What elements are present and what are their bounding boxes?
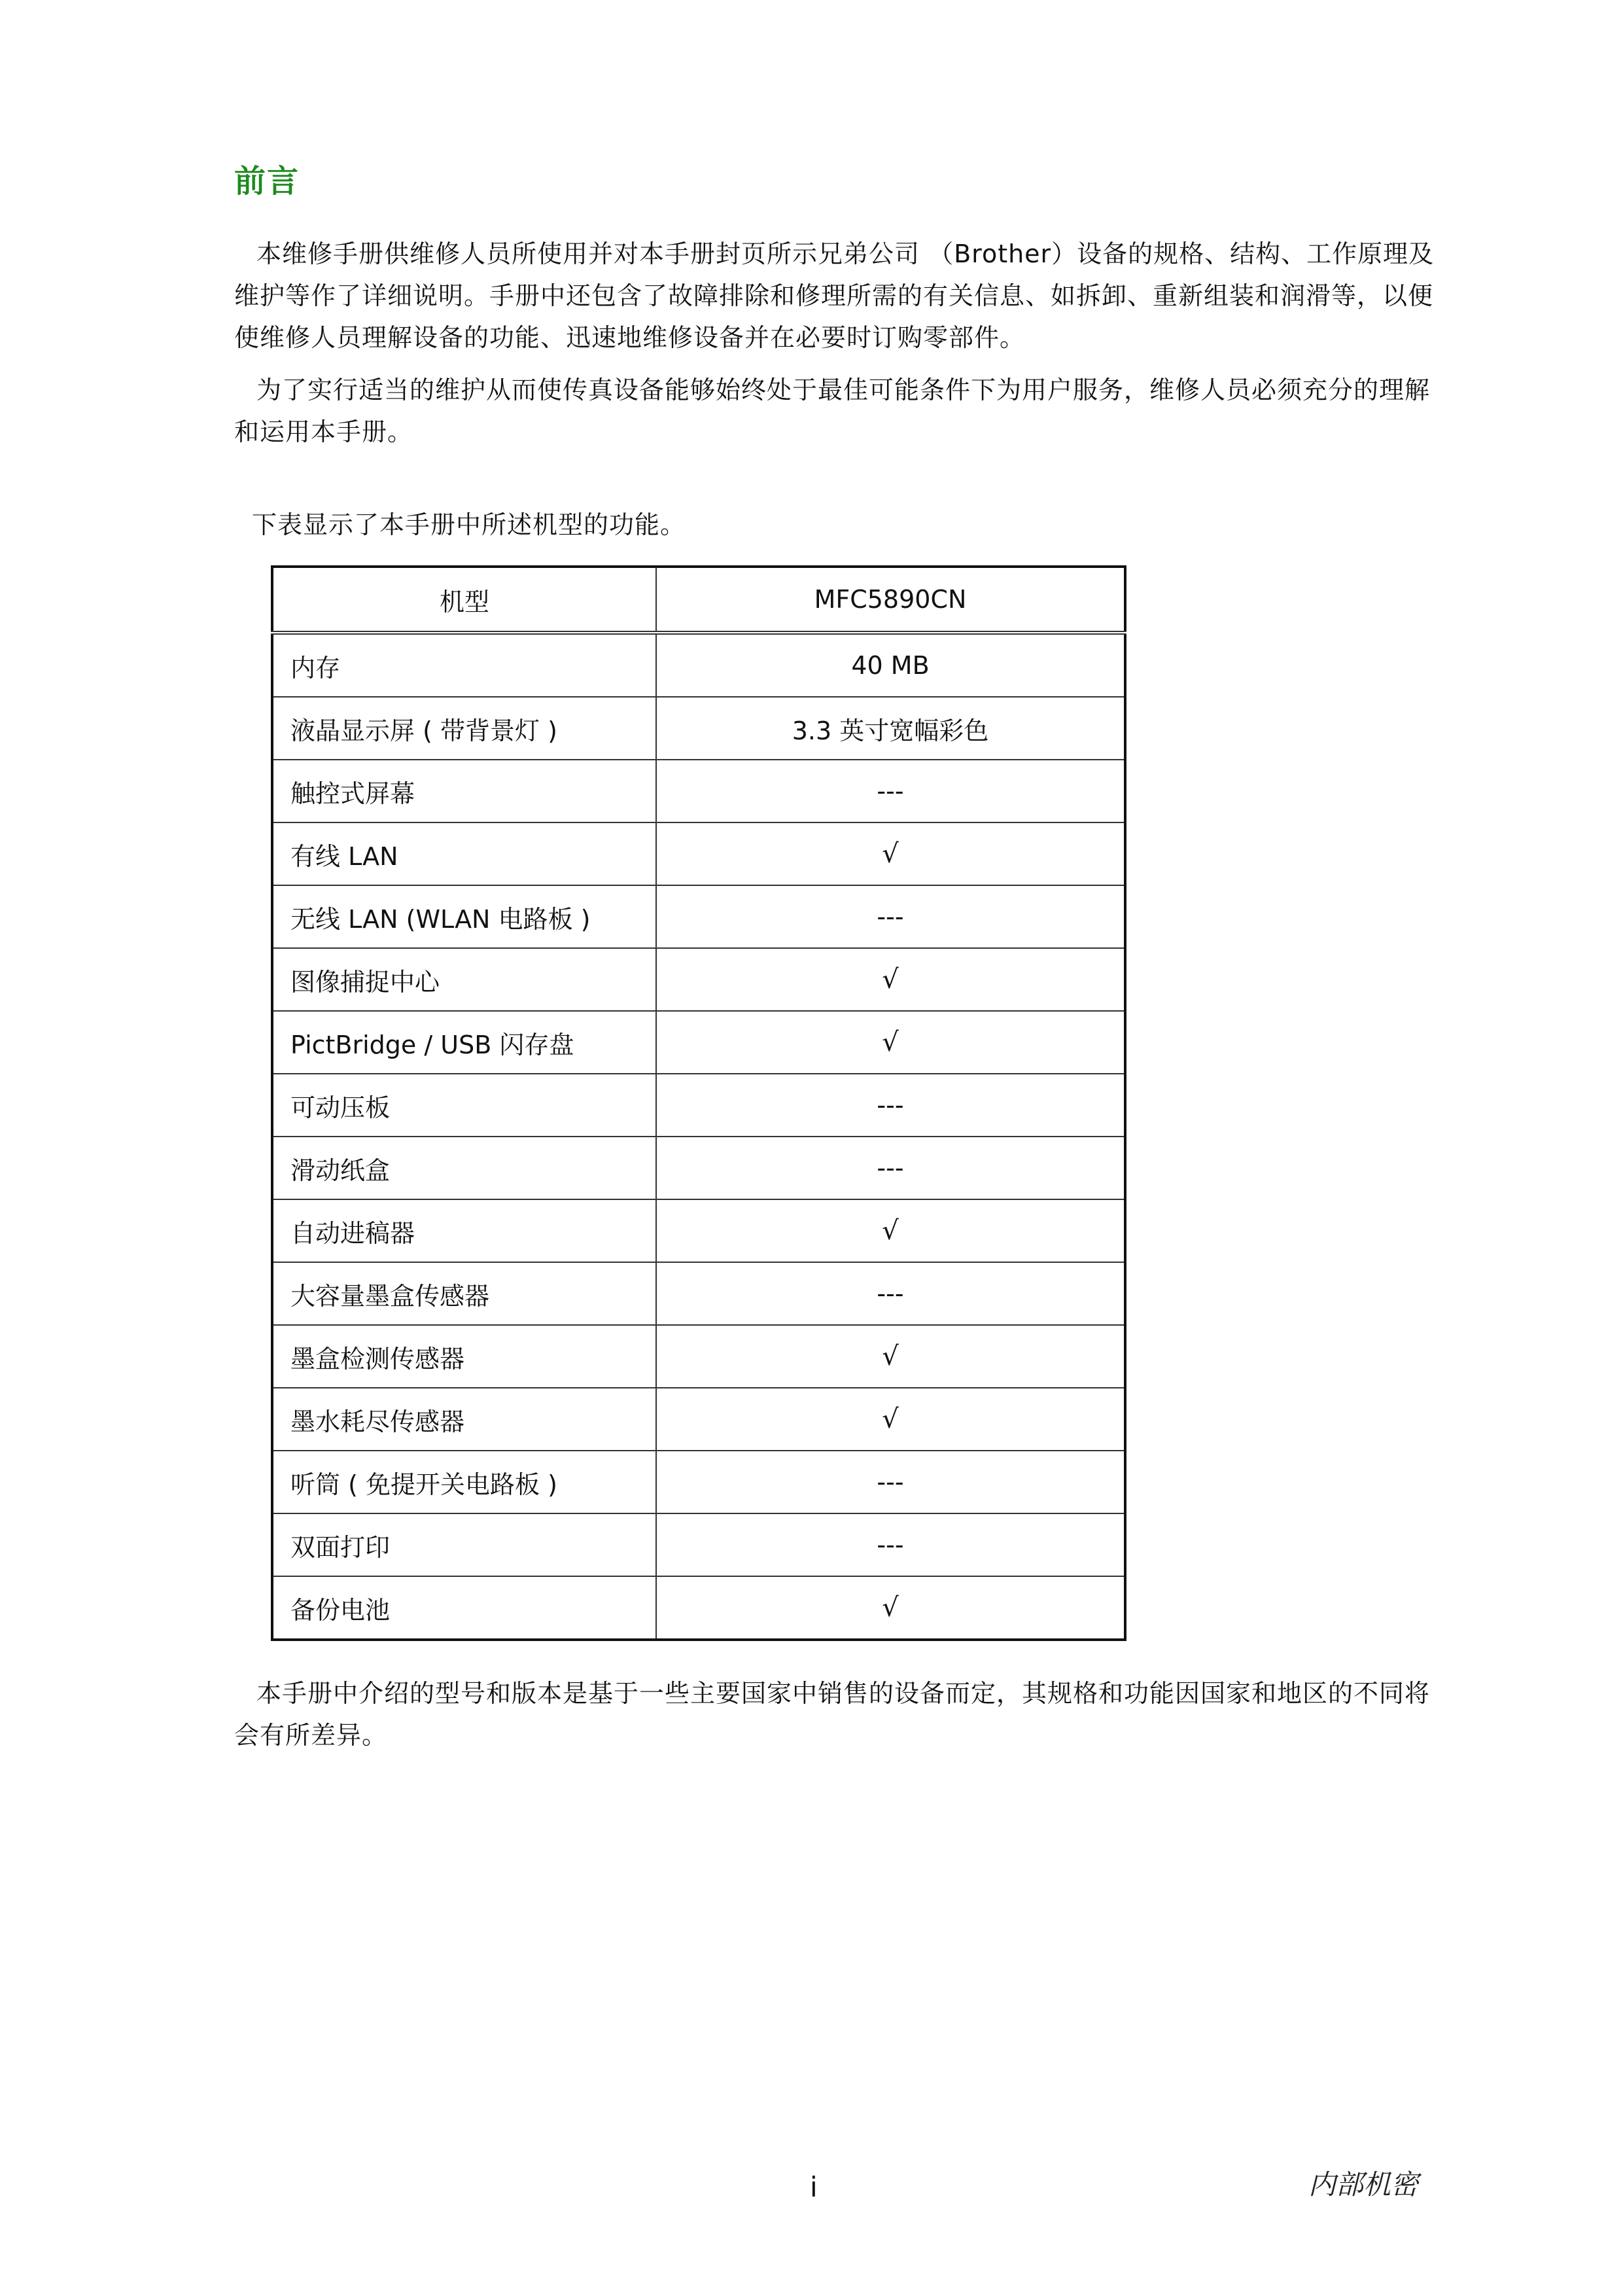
table-row xyxy=(272,822,1125,885)
feature-name-cell: 可动压板 xyxy=(272,1074,656,1137)
table-row xyxy=(272,1388,1125,1451)
feature-name-cell: 大容量墨盒传感器 xyxy=(272,1262,656,1325)
feature-name-cell: 墨水耗尽传感器 xyxy=(272,1388,656,1451)
table-row xyxy=(272,1137,1125,1199)
feature-name-cell: 触控式屏幕 xyxy=(272,760,656,822)
header-model-cell: MFC5890CN xyxy=(656,567,1125,633)
feature-value-cell: --- xyxy=(656,885,1125,948)
table-row xyxy=(272,1199,1125,1262)
intro-paragraph-2-text: 为了实行适当的维护从而使传真设备能够始终处于最佳可能条件下为用户服务，维修人员必须充分的理解和运用本手册。 xyxy=(234,376,1431,446)
table-row xyxy=(272,633,1125,697)
feature-name-cell: 墨盒检测传感器 xyxy=(272,1325,656,1388)
table-row xyxy=(272,885,1125,948)
table-row xyxy=(272,697,1125,760)
table-intro: 下表显示了本手册中所述机型的功能。 xyxy=(252,510,686,539)
table-row xyxy=(272,760,1125,822)
feature-table xyxy=(271,565,1126,1641)
page-number: i xyxy=(810,2171,818,2203)
feature-name-cell: 无线 LAN (WLAN 电路板 ) xyxy=(272,885,656,948)
feature-name-cell: 内存 xyxy=(272,633,656,697)
feature-value-cell: √ xyxy=(656,1388,1125,1451)
feature-value-cell: --- xyxy=(656,760,1125,822)
intro-paragraph-2 xyxy=(234,369,1444,453)
table-header-row xyxy=(272,567,1125,633)
intro-paragraph-1 xyxy=(234,233,1444,359)
intro-paragraph-1-text: 本维修手册供维修人员所使用并对本手册封页所示兄弟公司 （Brother）设备的规格、结构、工作原理及维护等作了详细说明。手册中还包含了故障排除和修理所需的有关信息、如拆卸、重新组装和润滑等，以便使维修人员理解设备的功能、迅速地维修设备并在必要时订购零部件。 xyxy=(234,239,1435,352)
feature-name-cell: 液晶显示屏 ( 带背景灯 ) xyxy=(272,697,656,760)
feature-value-cell: √ xyxy=(656,1011,1125,1074)
feature-value-cell: √ xyxy=(656,1576,1125,1640)
feature-name-cell: 听筒 ( 免提开关电路板 ) xyxy=(272,1451,656,1513)
feature-value-cell: √ xyxy=(656,822,1125,885)
table-row xyxy=(272,1451,1125,1513)
header-feature-cell: 机型 xyxy=(272,567,656,633)
feature-value-cell: √ xyxy=(656,1325,1125,1388)
table-row xyxy=(272,1011,1125,1074)
feature-name-cell: 图像捕捉中心 xyxy=(272,948,656,1011)
closing-paragraph xyxy=(234,1672,1444,1756)
feature-value-cell: 3.3 英寸宽幅彩色 xyxy=(656,697,1125,760)
table-row xyxy=(272,1576,1125,1640)
feature-name-cell: 有线 LAN xyxy=(272,822,656,885)
feature-name-cell: PictBridge / USB 闪存盘 xyxy=(272,1011,656,1074)
feature-value-cell: √ xyxy=(656,948,1125,1011)
table-row xyxy=(272,1074,1125,1137)
table-row xyxy=(272,1513,1125,1576)
feature-value-cell: --- xyxy=(656,1513,1125,1576)
feature-value-cell: --- xyxy=(656,1262,1125,1325)
closing-paragraph-text: 本手册中介绍的型号和版本是基于一些主要国家中销售的设备而定，其规格和功能因国家和地区的不同将会有所差异。 xyxy=(234,1679,1431,1750)
feature-value-cell: 40 MB xyxy=(656,633,1125,697)
feature-value-cell: √ xyxy=(656,1199,1125,1262)
feature-value-cell: --- xyxy=(656,1451,1125,1513)
table-row xyxy=(272,1325,1125,1388)
feature-name-cell: 滑动纸盒 xyxy=(272,1137,656,1199)
feature-name-cell: 双面打印 xyxy=(272,1513,656,1576)
feature-name-cell: 备份电池 xyxy=(272,1576,656,1640)
feature-value-cell: --- xyxy=(656,1074,1125,1137)
table-row xyxy=(272,1262,1125,1325)
feature-name-cell: 自动进稿器 xyxy=(272,1199,656,1262)
page-heading: 前言 xyxy=(234,163,300,200)
feature-value-cell: --- xyxy=(656,1137,1125,1199)
confidential-label: 内部机密 xyxy=(1308,2168,1419,2200)
table-row xyxy=(272,948,1125,1011)
